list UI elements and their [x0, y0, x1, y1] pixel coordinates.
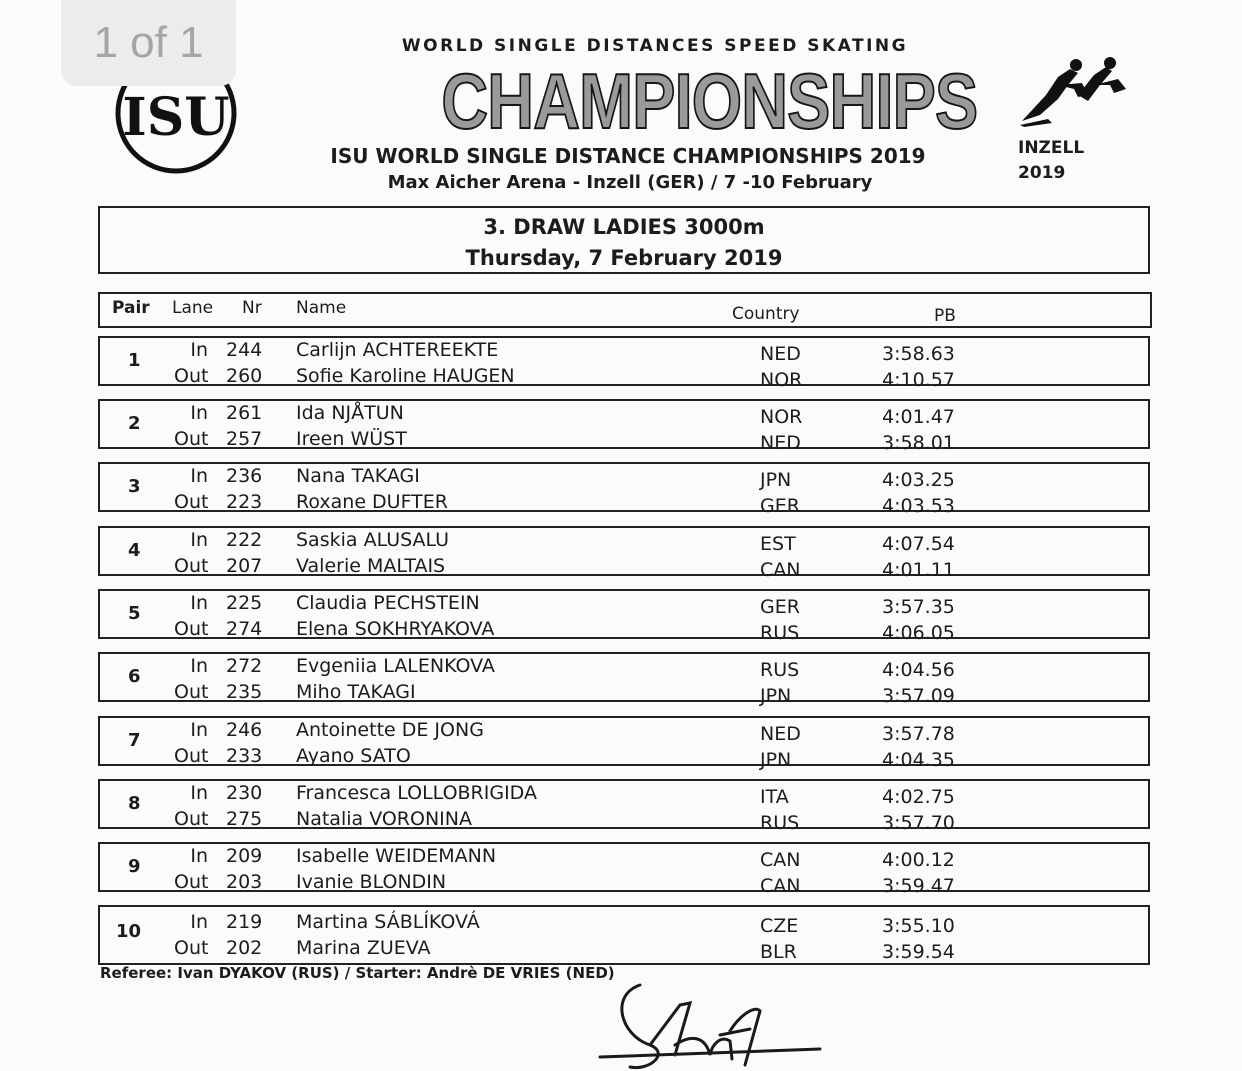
country-cell: JPN: [760, 749, 792, 771]
pb-cell: 4:03.25: [882, 469, 955, 491]
skater-row: [100, 465, 1148, 491]
isu-logo-text: ISU: [122, 87, 230, 148]
pair-number: 10: [116, 921, 142, 942]
name-cell: Miho TAKAGI: [296, 681, 416, 703]
col-nr: Nr: [242, 298, 262, 318]
pair-number: 4: [128, 540, 141, 561]
country-cell: JPN: [760, 469, 792, 491]
draw-title: 3. DRAW LADIES 3000m: [483, 215, 765, 239]
skater-row: [100, 782, 1148, 808]
nr-cell: 261: [226, 402, 263, 424]
pb-cell: 3:57.09: [882, 685, 955, 707]
nr-cell: 236: [226, 465, 263, 487]
country-cell: NOR: [760, 406, 803, 428]
pb-cell: 3:55.10: [882, 915, 955, 937]
lane-cell: In: [190, 782, 208, 804]
lane-cell: Out: [174, 937, 209, 959]
name-cell: Claudia PECHSTEIN: [296, 592, 480, 614]
country-cell: NED: [760, 723, 801, 745]
nr-cell: 257: [226, 428, 263, 450]
officials-line: Referee: Ivan DYAKOV (RUS) / Starter: Andrè DE VRIES (NED): [100, 964, 615, 982]
name-cell: Carlijn ACHTEREEKTE: [296, 339, 499, 361]
nr-cell: 223: [226, 491, 263, 513]
pb-cell: 4:01.47: [882, 406, 955, 428]
pb-cell: 3:59.47: [882, 875, 955, 897]
country-cell: CAN: [760, 849, 801, 871]
name-cell: Martina SÁBLÍKOVÁ: [296, 911, 480, 933]
nr-cell: 207: [226, 555, 263, 577]
name-cell: Ayano SATO: [296, 745, 411, 767]
name-cell: Elena SOKHRYAKOVA: [296, 618, 495, 640]
skater-row: [100, 719, 1148, 745]
nr-cell: 202: [226, 937, 263, 959]
pair-row: [98, 905, 1150, 965]
pair-number: 6: [128, 666, 141, 687]
name-cell: Isabelle WEIDEMANN: [296, 845, 497, 867]
name-cell: Ireen WÜST: [296, 428, 407, 450]
country-cell: RUS: [760, 622, 800, 644]
lane-cell: In: [190, 529, 208, 551]
pb-cell: 4:02.75: [882, 786, 955, 808]
col-lane: Lane: [172, 298, 214, 318]
skater-row: [100, 491, 1148, 517]
lane-cell: Out: [174, 871, 209, 893]
skater-row: [100, 592, 1148, 618]
pair-row: [98, 589, 1150, 644]
name-cell: Ivanie BLONDIN: [296, 871, 447, 893]
nr-cell: 209: [226, 845, 263, 867]
draw-date: Thursday, 7 February 2019: [465, 246, 783, 270]
country-cell: CAN: [760, 559, 801, 581]
name-cell: Ida NJÅTUN: [296, 402, 404, 424]
signature-image: [580, 975, 840, 1071]
lane-cell: Out: [174, 555, 209, 577]
country-cell: BLR: [760, 941, 797, 963]
country-cell: RUS: [760, 659, 800, 681]
nr-cell: 272: [226, 655, 263, 677]
name-cell: Valerie MALTAIS: [296, 555, 446, 577]
skater-row: [100, 402, 1148, 428]
skater-row: [100, 808, 1148, 834]
pair-row: [98, 462, 1150, 517]
nr-cell: 219: [226, 911, 263, 933]
pair-row: [98, 652, 1150, 707]
host-badge: [1018, 136, 1084, 186]
country-cell: NOR: [760, 369, 803, 391]
country-cell: GER: [760, 596, 800, 618]
lane-cell: In: [190, 719, 208, 741]
skater-row: [100, 937, 1148, 963]
pair-number: 8: [128, 793, 141, 814]
country-cell: NED: [760, 343, 801, 365]
col-country: Country: [732, 304, 800, 324]
lane-cell: In: [190, 655, 208, 677]
lane-cell: In: [190, 465, 208, 487]
pair-number: 9: [128, 856, 141, 877]
nr-cell: 244: [226, 339, 263, 361]
pair-row: [98, 842, 1150, 897]
pb-cell: 3:58.01: [882, 432, 955, 454]
lane-cell: In: [190, 402, 208, 424]
country-cell: CAN: [760, 875, 801, 897]
host-year: 2019: [1018, 163, 1066, 183]
pb-cell: 3:57.35: [882, 596, 955, 618]
pb-cell: 4:03.53: [882, 495, 955, 517]
nr-cell: 203: [226, 871, 263, 893]
country-cell: JPN: [760, 685, 792, 707]
event-title: CHAMPIONSHIPS: [441, 57, 978, 145]
col-name: Name: [296, 298, 347, 318]
country-cell: NED: [760, 432, 801, 454]
country-cell: GER: [760, 495, 800, 517]
pb-cell: 4:06.05: [882, 622, 955, 644]
pb-cell: 3:57.78: [882, 723, 955, 745]
pb-cell: 3:58.63: [882, 343, 955, 365]
nr-cell: 274: [226, 618, 263, 640]
pb-cell: 4:01.11: [882, 559, 955, 581]
draw-title-box: [98, 206, 1150, 274]
page-indicator: 1 of 1: [61, 0, 236, 86]
event-line: WORLD SINGLE DISTANCES SPEED SKATING: [401, 36, 909, 56]
name-cell: Roxane DUFTER: [296, 491, 448, 513]
lane-cell: In: [190, 911, 208, 933]
lane-cell: Out: [174, 745, 209, 767]
name-cell: Saskia ALUSALU: [296, 529, 450, 551]
venue-line: Max Aicher Arena - Inzell (GER) / 7 -10 February: [387, 172, 873, 193]
skater-row: [100, 428, 1148, 454]
pb-cell: 4:07.54: [882, 533, 955, 555]
country-cell: EST: [760, 533, 796, 555]
name-cell: Marina ZUEVA: [296, 937, 431, 959]
pair-number: 5: [128, 603, 141, 624]
country-cell: RUS: [760, 812, 800, 834]
pb-cell: 3:57.70: [882, 812, 955, 834]
lane-cell: Out: [174, 365, 209, 387]
col-pb: PB: [934, 306, 956, 326]
column-header-row: [98, 292, 1152, 328]
country-cell: CZE: [760, 915, 799, 937]
name-cell: Natalia VORONINA: [296, 808, 472, 830]
skater-row: [100, 845, 1148, 871]
pb-cell: 4:10.57: [882, 369, 955, 391]
skater-row: [100, 529, 1148, 555]
pair-row: [98, 716, 1150, 771]
pb-cell: 3:59.54: [882, 941, 955, 963]
skater-row: [100, 655, 1148, 681]
pair-number: 1: [128, 350, 141, 371]
skater-row: [100, 618, 1148, 644]
nr-cell: 246: [226, 719, 263, 741]
lane-cell: In: [190, 592, 208, 614]
skater-row: [100, 681, 1148, 707]
pair-row: [98, 399, 1150, 454]
skater-row: [100, 365, 1148, 391]
nr-cell: 233: [226, 745, 263, 767]
championship-title: ISU WORLD SINGLE DISTANCE CHAMPIONSHIPS 2019: [330, 144, 926, 168]
lane-cell: Out: [174, 808, 209, 830]
skater-row: [100, 745, 1148, 771]
pair-number: 3: [128, 476, 141, 497]
lane-cell: In: [190, 339, 208, 361]
pair-number: 7: [128, 730, 141, 751]
name-cell: Antoinette DE JONG: [296, 719, 484, 741]
pair-number: 2: [128, 413, 141, 434]
skater-row: [100, 555, 1148, 581]
nr-cell: 235: [226, 681, 263, 703]
lane-cell: Out: [174, 428, 209, 450]
lane-cell: Out: [174, 681, 209, 703]
skaters-icon: [1018, 55, 1130, 127]
lane-cell: Out: [174, 618, 209, 640]
skater-row: [100, 339, 1148, 365]
name-cell: Evgeniia LALENKOVA: [296, 655, 495, 677]
pb-cell: 4:00.12: [882, 849, 955, 871]
name-cell: Sofie Karoline HAUGEN: [296, 365, 515, 387]
col-pair: Pair: [112, 298, 150, 318]
name-cell: Francesca LOLLOBRIGIDA: [296, 782, 537, 804]
name-cell: Nana TAKAGI: [296, 465, 420, 487]
nr-cell: 225: [226, 592, 263, 614]
country-cell: ITA: [760, 786, 789, 808]
nr-cell: 260: [226, 365, 263, 387]
lane-cell: Out: [174, 491, 209, 513]
pair-row: [98, 779, 1150, 834]
lane-cell: In: [190, 845, 208, 867]
pb-cell: 4:04.56: [882, 659, 955, 681]
nr-cell: 275: [226, 808, 263, 830]
nr-cell: 222: [226, 529, 263, 551]
pair-row: [98, 336, 1150, 391]
skater-row: [100, 871, 1148, 897]
pb-cell: 4:04.35: [882, 749, 955, 771]
pair-row: [98, 526, 1150, 581]
host-city: INZELL: [1018, 138, 1085, 158]
nr-cell: 230: [226, 782, 263, 804]
skater-row: [100, 911, 1148, 937]
